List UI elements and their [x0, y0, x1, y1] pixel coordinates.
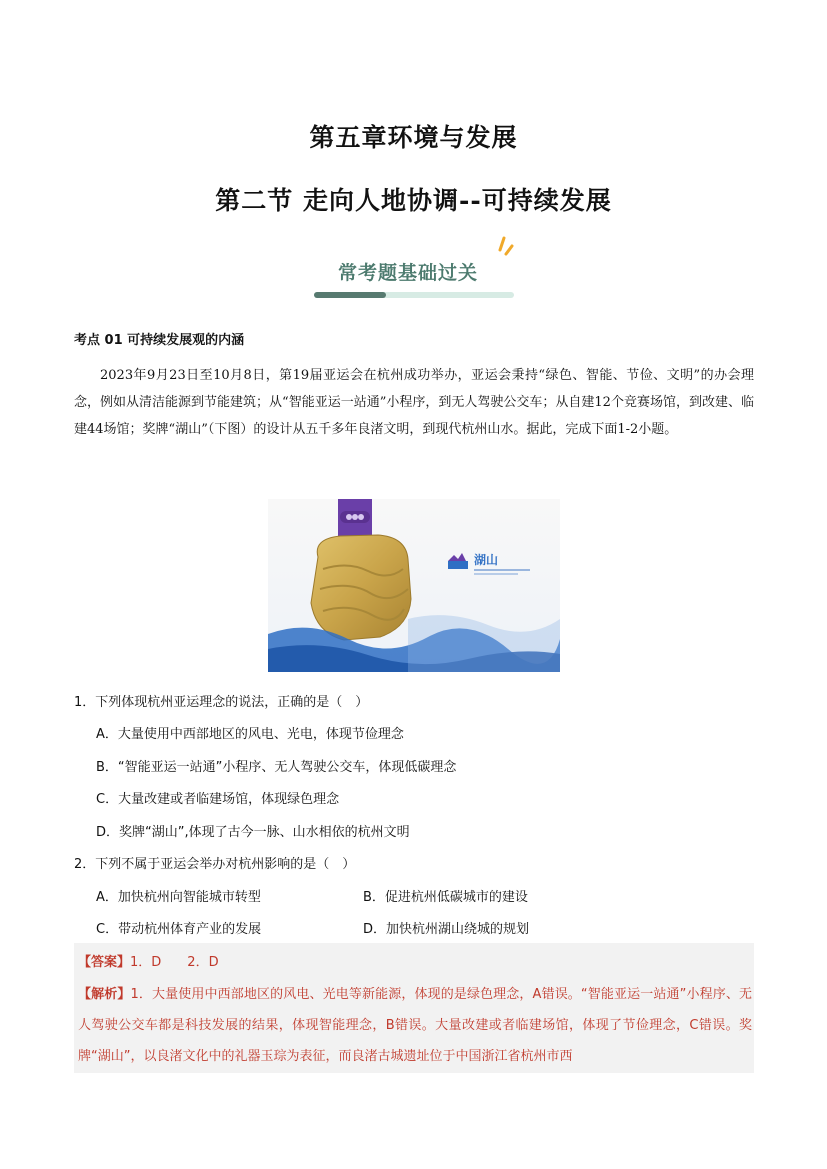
reading-passage: 2023年9月23日至10月8日，第19届亚运会在杭州成功举办，亚运会秉持“绿色、智能、节俭、文明”的办会理念，例如从清洁能源到节能建筑；从“智能亚运一站通”小程序，到无人驾驶公交车；从自建12个竞赛场馆，到改建、临建44场馆；奖牌“湖山”（下图）的设计从五千多年良渚文明，到现代杭州山水。据此，完成下面1-2小题。: [74, 368, 754, 437]
answer-box: [74, 943, 754, 1073]
question-2-option-d[interactable]: D．加快杭州湖山绕城的规划: [363, 922, 530, 937]
question-2-option-b[interactable]: B．促进杭州低碳城市的建设: [363, 890, 528, 905]
logo-title: 湖山: [474, 553, 499, 567]
spark-icon: [490, 236, 516, 260]
question-1-stem: 1．下列体现杭州亚运理念的说法，正确的是（ ）: [74, 695, 369, 710]
analysis-label: 【解析】: [78, 987, 131, 1002]
answer-text: 1．D 2．D: [130, 955, 219, 970]
question-2-option-c[interactable]: C．带动杭州体育产业的发展: [96, 922, 262, 937]
banner-label: 常考题基础过关: [338, 262, 479, 284]
banner-underline-accent: [314, 292, 386, 298]
analysis-text: 1．大量使用中西部地区的风电、光电等新能源，体现的是绿色理念，A错误。“智能亚运一站通”小程序、无人驾驶公交车都是科技发展的结果，体现智能理念，B错误。大量改建或者临建场馆，体现了节俭理念，C错误。奖牌“湖山”，以良渚文化中的礼器玉琮为表征，而良渚古城遗址位于中国浙江省杭州市西: [78, 987, 752, 1064]
question-2-option-a[interactable]: A．加快杭州向智能城市转型: [96, 890, 261, 905]
section-title: 第二节 走向人地协调--可持续发展: [215, 186, 612, 215]
question-2-stem: 2．下列不属于亚运会举办对杭州影响的是（ ）: [74, 857, 356, 872]
answer-label: 【答案】: [78, 955, 131, 970]
question-1-option-d[interactable]: D．奖牌“湖山”,体现了古今一脉、山水相依的杭州文明: [96, 825, 410, 840]
topic-heading: 考点 01 可持续发展观的内涵: [74, 333, 245, 348]
analysis-paragraph: [78, 979, 752, 1072]
answer-line: [78, 951, 219, 970]
medal-illustration: [268, 499, 560, 672]
section-banner: [310, 236, 520, 302]
chapter-title: 第五章环境与发展: [309, 123, 518, 152]
question-1-option-a[interactable]: A．大量使用中西部地区的风电、光电，体现节俭理念: [96, 727, 404, 742]
question-1-option-b[interactable]: B．“智能亚运一站通”小程序、无人驾驶公交车，体现低碳理念: [96, 760, 457, 775]
question-1-option-c[interactable]: C．大量改建或者临建场馆，体现绿色理念: [96, 792, 340, 807]
medal-figure: [268, 499, 560, 672]
